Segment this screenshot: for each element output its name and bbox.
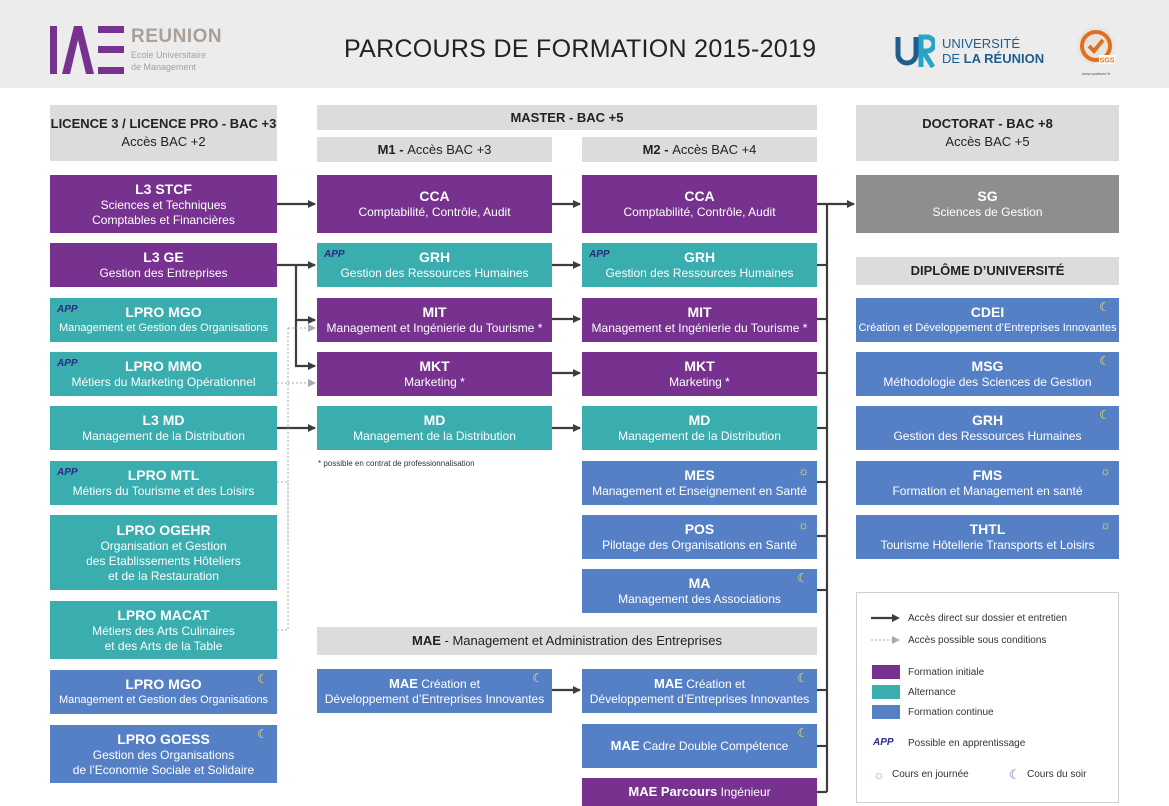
- legend-direct: Accès direct sur dossier et entretien: [908, 613, 1067, 624]
- mae-m1-card-cdei[interactable]: ☾ MAE Création et Développement d’Entreprises Innovantes: [317, 669, 552, 713]
- m1-card-cca[interactable]: [317, 175, 552, 233]
- moon-icon: ☾: [257, 727, 268, 741]
- licence-card-lpro-goess[interactable]: [50, 725, 277, 783]
- moon-icon: ☾: [797, 671, 808, 685]
- program-code: LPRO MGO: [125, 676, 202, 692]
- ur-logo-icon: [895, 34, 935, 68]
- program-desc: de l’Economie Sociale et Solidaire: [72, 762, 255, 777]
- licence-card-lpro-mtl[interactable]: [50, 461, 277, 505]
- program-code: MES: [684, 467, 715, 483]
- app-badge: APP: [57, 467, 78, 478]
- du-card-thtl[interactable]: [856, 515, 1119, 559]
- program-desc: Marketing *: [669, 375, 730, 389]
- sun-icon: ☼: [798, 518, 809, 532]
- licence-card-lpro-mgo[interactable]: [50, 298, 277, 342]
- solid-arrow-icon: [871, 613, 901, 623]
- iae-logo-subtitle: Ecole Universitaire: [131, 50, 207, 60]
- program-code: LPRO MTL: [127, 467, 200, 483]
- licence-card-lpro-mgo-continue[interactable]: [50, 670, 277, 714]
- program-desc: Management de la Distribution: [353, 429, 516, 443]
- sun-icon: ☼: [798, 464, 809, 478]
- program-code: L3 STCF: [135, 180, 192, 197]
- legend-continue: Formation continue: [908, 707, 994, 718]
- program-code: MKT: [419, 358, 450, 374]
- program-desc: Sciences et Techniques: [100, 197, 227, 212]
- m2-card-md[interactable]: [582, 406, 817, 450]
- legend-app: Possible en apprentissage: [908, 738, 1026, 749]
- program-desc: Management de la Distribution: [618, 429, 781, 443]
- program-code: LPRO OGEHR: [116, 521, 211, 538]
- program-desc: Création et Développement d’Entreprises Innovantes: [858, 322, 1117, 334]
- program-desc: Métiers des Arts Culinaires: [92, 623, 235, 638]
- program-code: MSG: [971, 358, 1004, 374]
- program-desc: Métiers du Marketing Opérationnel: [71, 375, 256, 389]
- arrow-l3ge-m1mkt: [296, 320, 315, 366]
- sun-icon: ☼: [873, 767, 885, 782]
- master-column-header: MASTER - BAC +5: [317, 105, 817, 130]
- mae-m2-card-ingenieur[interactable]: MAE Parcours Ingénieur: [582, 778, 817, 806]
- moon-icon: ☾: [1099, 408, 1110, 422]
- app-badge: APP: [324, 249, 345, 260]
- university-name: DE LA RÉUNION: [942, 51, 1045, 66]
- moon-icon: ☾: [257, 672, 268, 686]
- page-title: PARCOURS DE FORMATION 2015-2019: [344, 35, 817, 63]
- app-badge: APP: [57, 358, 78, 369]
- legend-app-badge: APP: [873, 737, 894, 748]
- program-desc: Management et Ingénierie du Tourisme *: [326, 321, 543, 335]
- program-desc: Tourisme Hôtellerie Transports et Loisirs: [880, 538, 1095, 552]
- program-code: L3 GE: [143, 249, 184, 265]
- mae-m2-card-cdei[interactable]: ☾ MAE Création et Développement d’Entreprises Innovantes: [582, 669, 817, 713]
- dotted-connector-lpro: [277, 482, 288, 630]
- program-desc: Méthodologie des Sciences de Gestion: [883, 375, 1092, 389]
- program-code: LPRO MGO: [125, 304, 202, 320]
- licence-card-lpro-macat[interactable]: [50, 601, 277, 659]
- moon-icon: ☾: [532, 671, 543, 685]
- program-code: GRH: [971, 412, 1004, 428]
- program-code: LPRO GOESS: [117, 730, 210, 747]
- iae-logo-subtitle: de Management: [131, 62, 197, 72]
- program-desc: Comptabilité, Contrôle, Audit: [358, 205, 511, 219]
- svg-text:SGS: SGS: [1099, 57, 1115, 65]
- doctorat-card-sg[interactable]: [856, 175, 1119, 233]
- program-desc: Gestion des Entreprises: [99, 266, 228, 280]
- program-desc: Management et Gestion des Organisations: [58, 694, 269, 706]
- program-desc: et des Arts de la Table: [104, 638, 223, 653]
- m1-card-md[interactable]: [317, 406, 552, 450]
- m2-card-cca[interactable]: [582, 175, 817, 233]
- program-desc: Gestion des Ressources Humaines: [893, 429, 1082, 443]
- dotted-arrow-icon: [871, 635, 901, 645]
- legend-possible: Accès possible sous conditions: [908, 635, 1047, 646]
- program-desc: Marketing *: [404, 375, 465, 389]
- licence-card-l3-ge[interactable]: [50, 243, 277, 287]
- legend-initiale: Formation initiale: [908, 667, 985, 678]
- m1-card-mit[interactable]: [317, 298, 552, 342]
- program-desc: Formation et Management en santé: [892, 484, 1083, 498]
- program-desc: Comptabilité, Contrôle, Audit: [623, 205, 776, 219]
- licence-card-lpro-mmo[interactable]: [50, 352, 277, 396]
- app-badge: APP: [57, 304, 78, 315]
- sun-icon: ☼: [1100, 518, 1111, 532]
- program-code: SG: [977, 188, 998, 204]
- sun-icon: ☼: [1100, 464, 1111, 478]
- program-code: GRH: [418, 249, 451, 265]
- program-code: FMS: [972, 467, 1003, 483]
- arrow-l3ge-m1mit: [296, 265, 315, 320]
- program-code: POS: [684, 521, 715, 537]
- du-column-header: DIPLÔME D’UNIVERSITÉ: [856, 257, 1119, 285]
- program-desc: Management et Ingénierie du Tourisme *: [591, 321, 808, 335]
- program-desc: Management des Associations: [618, 592, 781, 606]
- program-desc: Métiers du Tourisme et des Loisirs: [72, 484, 255, 498]
- mae-section-header: MAE - Management et Administration des Entreprises: [317, 627, 817, 655]
- m2-card-mkt[interactable]: [582, 352, 817, 396]
- legend-swatch-alternance: [872, 685, 900, 699]
- licence-card-l3-stcf[interactable]: [50, 175, 277, 233]
- m1-card-grh[interactable]: [317, 243, 552, 287]
- program-desc: Sciences de Gestion: [932, 205, 1043, 219]
- iae-logo: [48, 26, 128, 74]
- footnote: * possible en contrat de professionnalisation: [318, 459, 475, 468]
- program-desc: Gestion des Ressources Humaines: [340, 266, 529, 280]
- program-code: MD: [688, 412, 711, 428]
- program-desc: Comptables et Financières: [92, 212, 235, 227]
- program-code: THTL: [969, 521, 1006, 537]
- program-desc: Gestion des Organisations: [92, 747, 235, 762]
- licence-column-header: LICENCE 3 / LICENCE PRO - BAC +3 Accès BAC +2: [50, 105, 277, 161]
- moon-icon: ☾: [1099, 354, 1110, 368]
- legend-alternance: Alternance: [908, 687, 956, 698]
- program-desc: Développement d’Entreprises Innovantes: [324, 691, 545, 706]
- program-desc: Management et Gestion des Organisations: [58, 322, 269, 334]
- m2-card-mit[interactable]: [582, 298, 817, 342]
- svg-text:www.qualicert.fr: www.qualicert.fr: [1081, 71, 1111, 76]
- university-name: UNIVERSITÉ: [942, 36, 1021, 51]
- program-code: MIT: [687, 304, 712, 320]
- moon-icon: ☾: [1009, 767, 1021, 782]
- iae-logo-name: REUNION: [131, 26, 223, 47]
- program-code: CDEI: [970, 304, 1005, 320]
- m2-card-mes[interactable]: [582, 461, 817, 505]
- program-code: MIT: [422, 304, 447, 320]
- du-card-msg[interactable]: [856, 352, 1119, 396]
- legend-journee: Cours en journée: [892, 769, 969, 780]
- program-desc: Pilotage des Organisations en Santé: [602, 538, 797, 552]
- m2-card-pos[interactable]: [582, 515, 817, 559]
- mae-m2-card-cdc[interactable]: ☾ MAE Cadre Double Compétence: [582, 724, 817, 768]
- app-badge: APP: [589, 249, 610, 260]
- program-code: LPRO MMO: [125, 358, 202, 374]
- m2-card-ma[interactable]: [582, 569, 817, 613]
- legend-swatch-initiale: [872, 665, 900, 679]
- m2-column-header: M2 - Accès BAC +4: [582, 137, 817, 162]
- moon-icon: ☾: [797, 726, 808, 740]
- program-desc: Management de la Distribution: [82, 429, 245, 443]
- program-code: MD: [423, 412, 446, 428]
- legend-soir: Cours du soir: [1027, 769, 1087, 780]
- du-card-grh[interactable]: [856, 406, 1119, 450]
- doctorat-column-header: DOCTORAT - BAC +8 Accès BAC +5: [856, 105, 1119, 161]
- du-card-cdei[interactable]: [856, 298, 1119, 342]
- program-code: GRH: [683, 249, 716, 265]
- program-code: CCA: [684, 188, 715, 204]
- moon-icon: ☾: [1099, 300, 1110, 314]
- program-desc: des Etablissements Hôteliers: [86, 553, 241, 568]
- m2-card-grh[interactable]: [582, 243, 817, 287]
- program-code: LPRO MACAT: [117, 606, 210, 623]
- program-desc: Développement d’Entreprises Innovantes: [589, 691, 810, 706]
- program-code: L3 MD: [142, 412, 185, 428]
- program-desc: et de la Restauration: [108, 568, 219, 583]
- moon-icon: ☾: [797, 571, 808, 585]
- m1-card-mkt[interactable]: [317, 352, 552, 396]
- licence-card-lpro-ogehr[interactable]: [50, 515, 277, 590]
- legend-swatch-continue: [872, 705, 900, 719]
- program-code: MKT: [684, 358, 715, 374]
- licence-card-l3-md[interactable]: [50, 406, 277, 450]
- program-desc: Gestion des Ressources Humaines: [605, 266, 794, 280]
- legend: [856, 592, 1119, 803]
- program-code: CCA: [419, 188, 450, 204]
- program-desc: Management et Enseignement en Santé: [592, 484, 807, 498]
- page-header: [0, 0, 1169, 88]
- program-code: MA: [688, 575, 711, 591]
- program-desc: Organisation et Gestion: [100, 538, 227, 553]
- m1-column-header: M1 - Accès BAC +3: [317, 137, 552, 162]
- qualicert-logo: [1071, 25, 1121, 77]
- du-card-fms[interactable]: [856, 461, 1119, 505]
